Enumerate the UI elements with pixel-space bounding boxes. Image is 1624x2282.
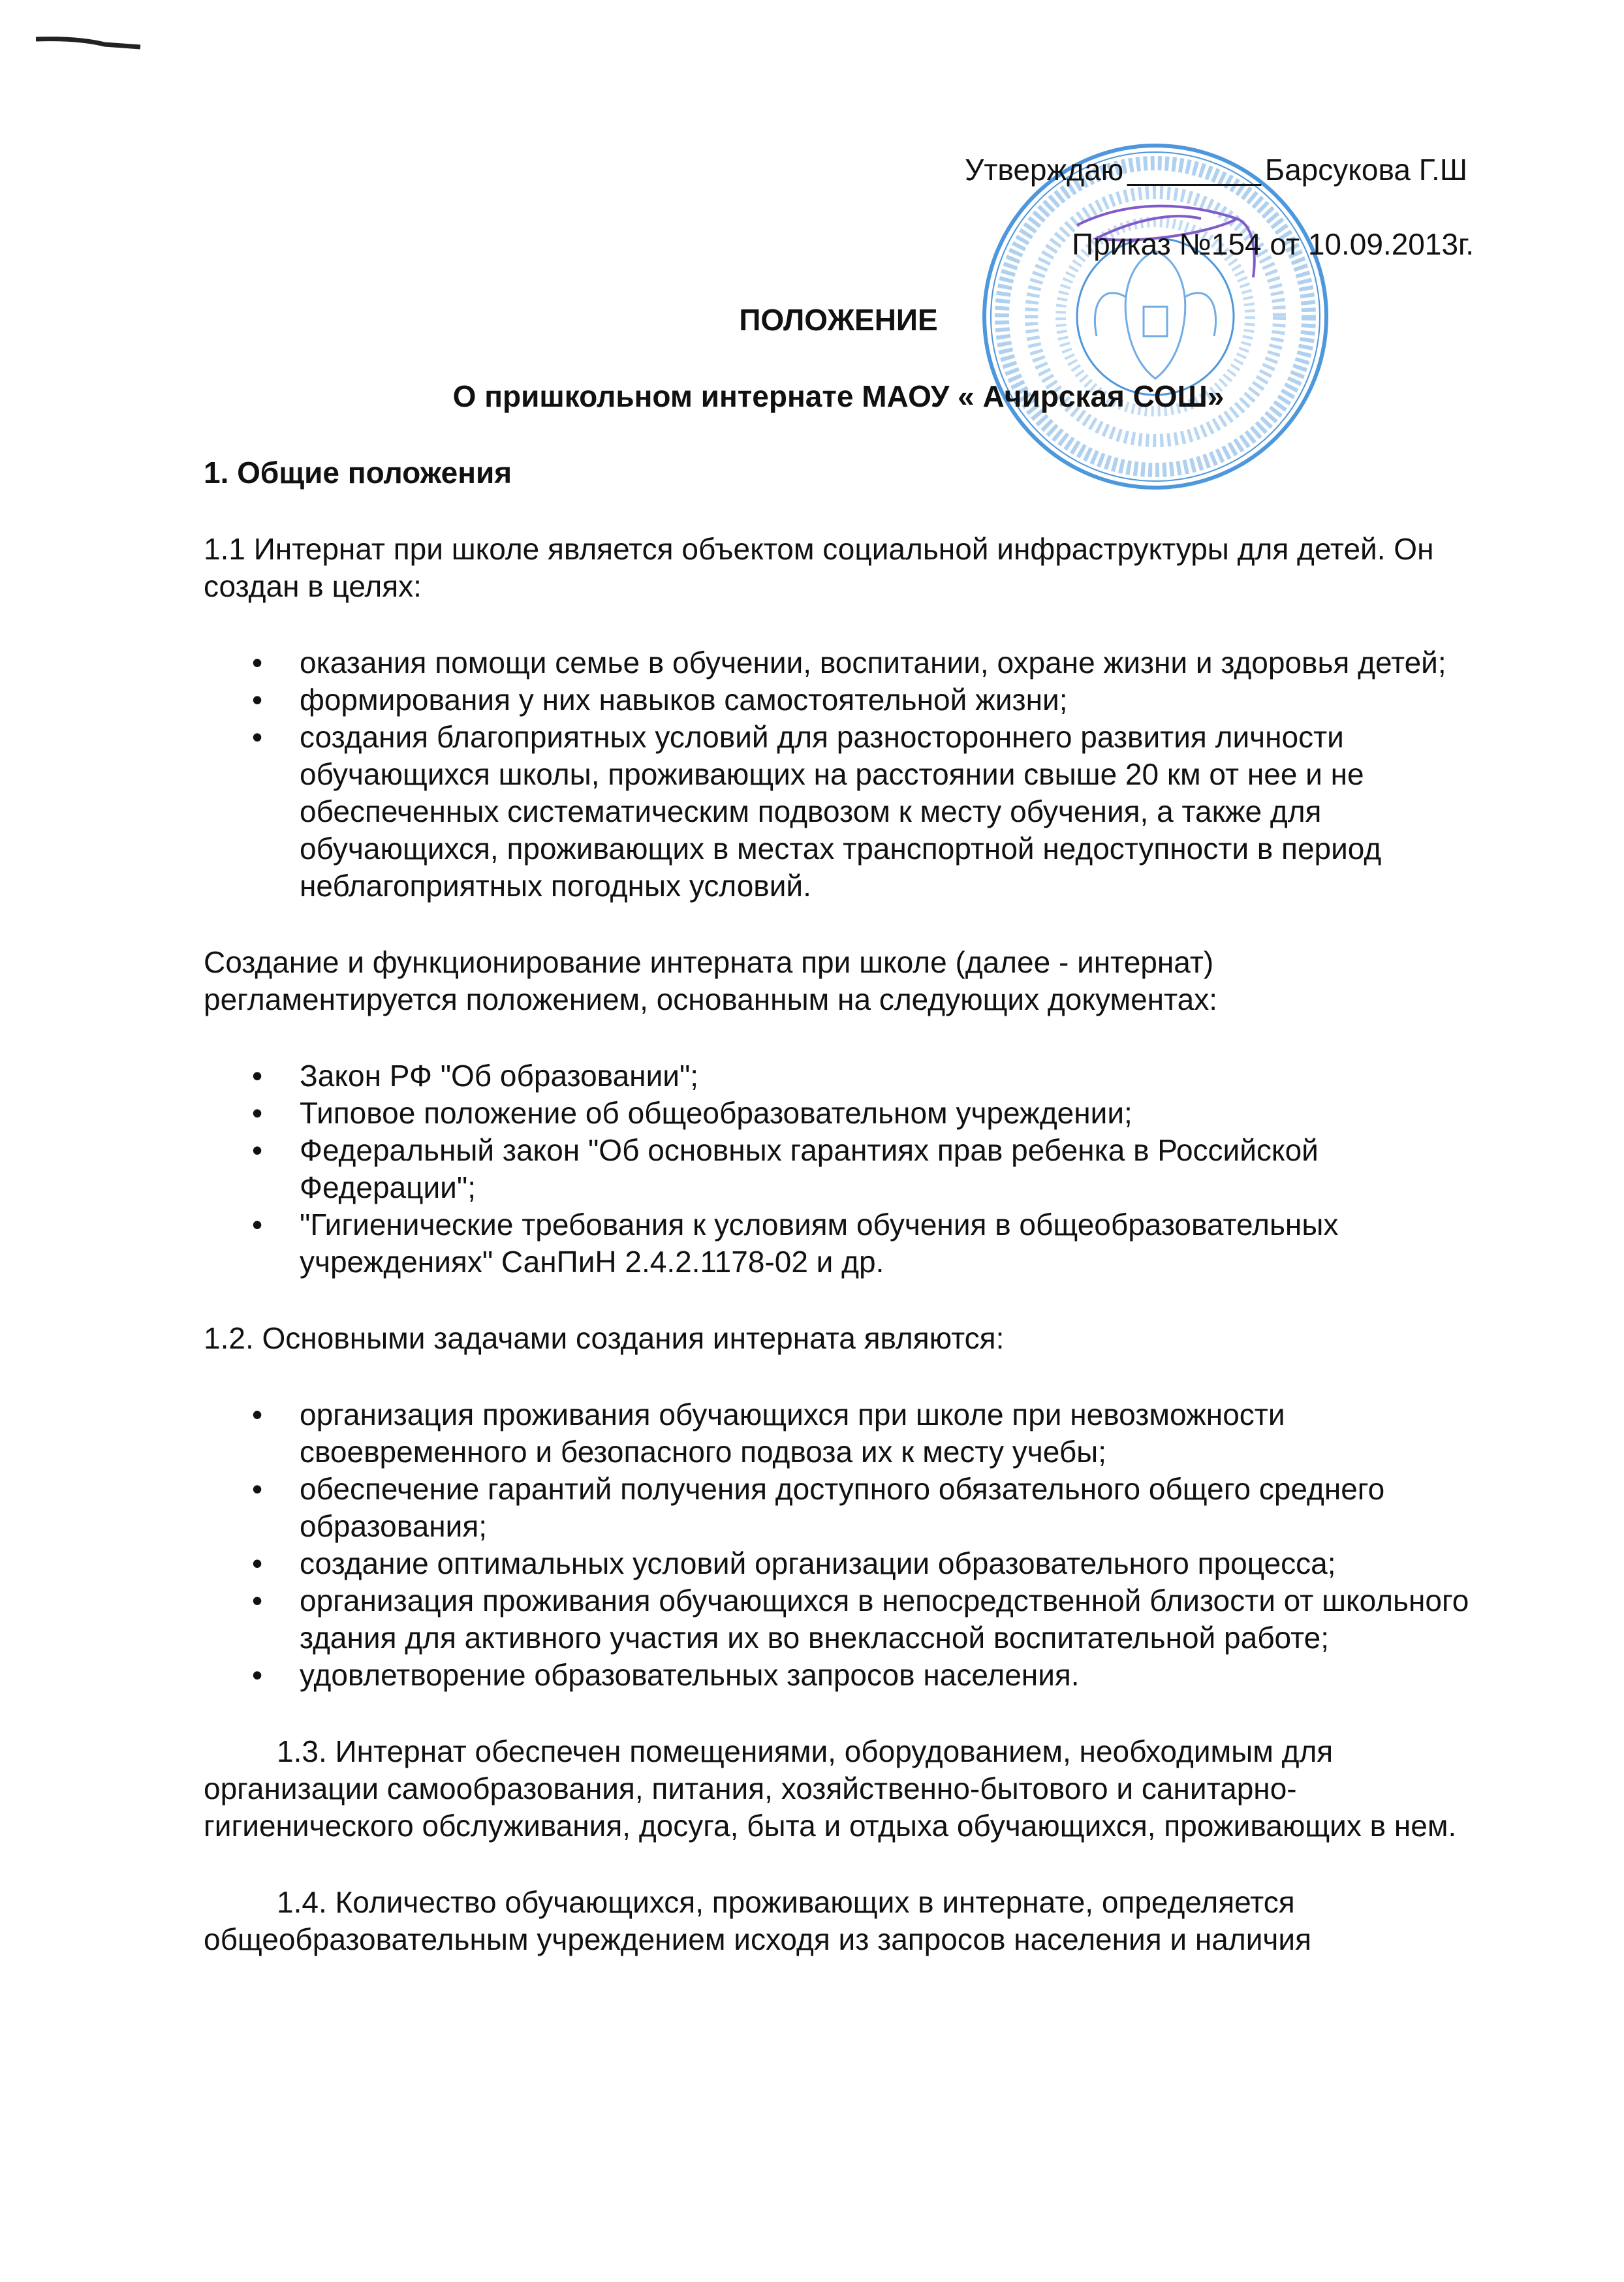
paragraph-creation: Создание и функционирование интерната при школе (далее - интернат) регламентируется положением, основанным на следующих документах: — [204, 945, 1217, 1016]
list-item: • создания благоприятных условий для разностороннего развития личности обучающихся школы, проживающих на расстоянии свыше 20 км от нее и не обеспеченных систематическим подвозом к месту обучения, а также для обучающихся, проживающих в местах транспортной недоступности в период неблагоприятных погодных условий. — [252, 720, 1382, 903]
approve-label: Утверждаю — [965, 153, 1124, 187]
list-item: • Федеральный закон "Об основных гарантиях прав ребенка в Российской Федерации"; — [252, 1133, 1319, 1204]
bullet-icon: • — [252, 1584, 263, 1618]
list-item: • обеспечение гарантий получения доступного обязательного общего среднего образования; — [252, 1472, 1385, 1543]
bullet-icon: • — [252, 1546, 263, 1580]
bullet-icon: • — [252, 1133, 263, 1167]
bullet-icon: • — [252, 1472, 263, 1506]
document-body — [204, 302, 1473, 1958]
list-item: • Закон РФ "Об образовании"; — [204, 1057, 1473, 1095]
goals-list — [204, 644, 1473, 905]
bullet-icon: • — [252, 646, 263, 680]
documents-list — [204, 1057, 1473, 1281]
list-item: • формирования у них навыков самостоятельной жизни; — [204, 681, 1473, 719]
bullet-icon: • — [252, 1398, 263, 1431]
order-reference: Приказ №154 от 10.09.2013г. — [1072, 227, 1474, 261]
list-item: • создание оптимальных условий организации образовательного процесса; — [204, 1545, 1473, 1582]
signature-line: ________ — [1127, 153, 1261, 187]
bullet-icon: • — [252, 1059, 263, 1093]
bullet-icon: • — [252, 683, 263, 717]
list-item: • организация проживания обучающихся в непосредственной близости от школьного здания для активного участия их во внеклассной воспитательной работе; — [252, 1584, 1469, 1655]
document-title: ПОЛОЖЕНИЕ — [739, 303, 938, 337]
list-item: • оказания помощи семье в обучении, воспитании, охране жизни и здоровья детей; — [204, 644, 1473, 681]
paragraph-1-1: 1.1 Интернат при школе является объектом социальной инфраструктуры для детей. Он создан в целях: — [204, 532, 1434, 603]
list-item: • удовлетворение образовательных запросов населения. — [204, 1657, 1473, 1694]
document-subtitle: О пришкольном интернате МАОУ « Ачирская СОШ» — [452, 379, 1225, 413]
paragraph-1-3: 1.3. Интернат обеспечен помещениями, оборудованием, необходимым для организации самообразования, питания, хозяйственно-бытового и санитарно-гигиенического обслуживания, досуга, быта и отдыха обучающихся, проживающих в нем. — [204, 1734, 1457, 1843]
list-item: • Типовое положение об общеобразовательном учреждении; — [204, 1095, 1473, 1132]
paragraph-1-4: 1.4. Количество обучающихся, проживающих в интернате, определяется общеобразовательным учреждением исходя из запросов населения и наличия — [204, 1885, 1311, 1956]
approver-name: Барсукова Г.Ш — [1264, 153, 1467, 187]
scan-mark — [0, 26, 157, 65]
approval-block — [965, 151, 1467, 189]
bullet-icon: • — [252, 1658, 263, 1692]
paragraph-1-2: 1.2. Основными задачами создания интерната являются: — [204, 1321, 1005, 1355]
bullet-icon: • — [252, 1208, 263, 1242]
tasks-list — [204, 1396, 1473, 1694]
bullet-icon: • — [252, 1096, 263, 1130]
bullet-icon: • — [252, 720, 263, 754]
list-item: • "Гигиенические требования к условиям обучения в общеобразовательных учреждениях" СанПиН 2.4.2.1178-02 и др. — [252, 1208, 1339, 1279]
list-item: • организация проживания обучающихся при школе при невозможности своевременного и безопасного подвоза их к месту учебы; — [252, 1398, 1285, 1469]
section-heading: 1. Общие положения — [204, 456, 512, 490]
